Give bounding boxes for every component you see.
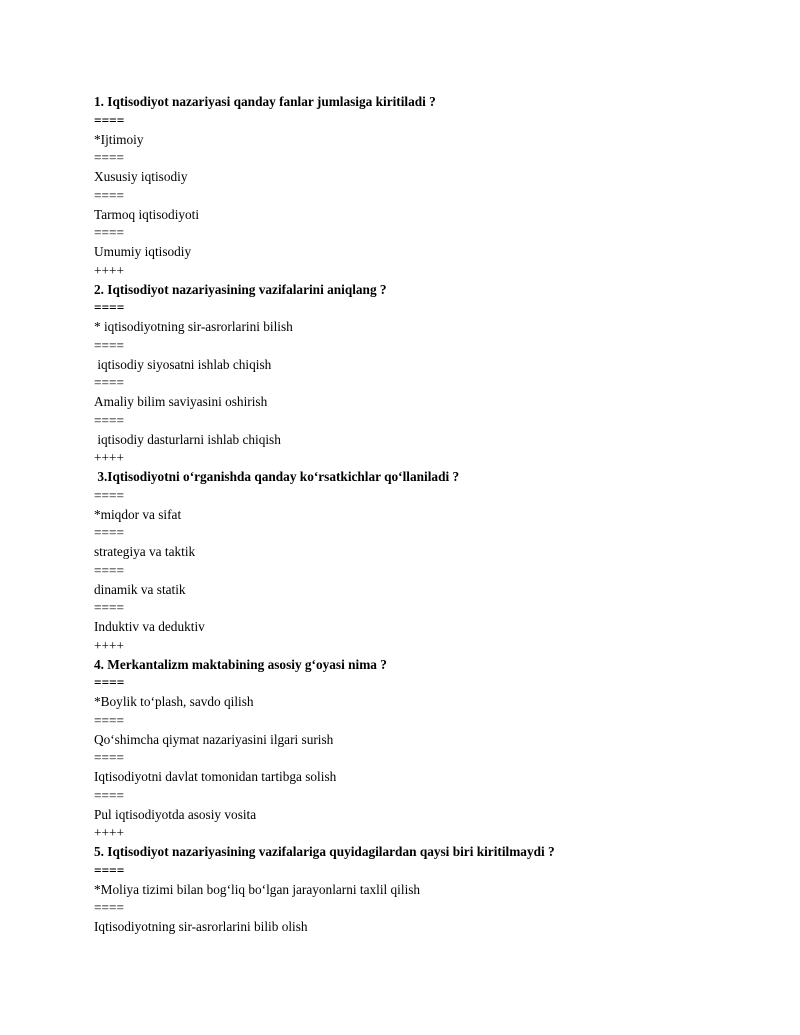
- separator: ====: [94, 787, 124, 803]
- separator: ====: [94, 187, 124, 203]
- question-2-title: 2. Iqtisodiyot nazariyasining vazifalarini aniqlang ?: [94, 281, 387, 297]
- answer-option: iqtisodiy dasturlarni ishlab chiqish: [94, 431, 281, 447]
- question-end-marker: ++++: [94, 825, 124, 841]
- separator: ====: [94, 150, 124, 166]
- separator: ====: [94, 900, 124, 916]
- question-1-title: 1. Iqtisodiyot nazariyasi qanday fanlar jumlasiga kiritiladi ?: [94, 94, 436, 109]
- answer-option: *Moliya tizimi bilan bog‘liq bo‘lgan jarayonlarni taxlil qilish: [94, 881, 421, 897]
- document-page: [94, 93, 734, 937]
- separator: ====: [94, 300, 125, 316]
- answer-option: Iqtisodiyotning sir-asrorlarini bilib olish: [94, 919, 308, 934]
- answer-option: strategiya va taktik: [94, 544, 196, 559]
- separator: ====: [94, 712, 124, 728]
- answer-option: Xususiy iqtisodiy: [94, 169, 188, 184]
- separator: ====: [94, 375, 124, 391]
- separator: ====: [94, 112, 125, 128]
- separator: ====: [94, 750, 124, 766]
- separator: ====: [94, 600, 124, 616]
- separator: ====: [94, 525, 124, 541]
- answer-option: Tarmoq iqtisodiyoti: [94, 206, 200, 222]
- separator: ====: [94, 862, 125, 878]
- answer-option: Pul iqtisodiyotda asosiy vosita: [94, 806, 257, 822]
- question-3-title: 3.Iqtisodiyotni o‘rganishda qanday ko‘rsatkichlar qo‘llaniladi ?: [94, 469, 460, 484]
- answer-option: Amaliy bilim saviyasini oshirish: [94, 394, 268, 409]
- answer-option: Umumiy iqtisodiy: [94, 244, 192, 259]
- answer-option: Induktiv va deduktiv: [94, 619, 205, 634]
- separator: ====: [94, 412, 124, 428]
- answer-option: *miqdor va sifat: [94, 506, 182, 522]
- answer-option: Qo‘shimcha qiymat nazariyasini ilgari surish: [94, 731, 334, 747]
- question-end-marker: ++++: [94, 262, 124, 278]
- separator: ====: [94, 487, 124, 503]
- separator: ====: [94, 562, 124, 578]
- answer-option: iqtisodiy siyosatni ishlab chiqish: [94, 356, 272, 372]
- answer-option: *Ijtimoiy: [94, 131, 144, 147]
- separator: ====: [94, 675, 125, 691]
- answer-option: *Boylik to‘plash, savdo qilish: [94, 694, 254, 709]
- question-end-marker: ++++: [94, 450, 124, 466]
- separator: ====: [94, 337, 124, 353]
- answer-option: dinamik va statik: [94, 581, 186, 597]
- answer-option: Iqtisodiyotni davlat tomonidan tartibga solish: [94, 769, 337, 784]
- question-5-title: 5. Iqtisodiyot nazariyasining vazifalariga quyidagilardan qaysi biri kiritilmaydi ?: [94, 844, 555, 859]
- separator: ====: [94, 225, 124, 241]
- question-4-title: 4. Merkantalizm maktabining asosiy g‘oyasi nima ?: [94, 656, 387, 672]
- question-end-marker: ++++: [94, 637, 124, 653]
- answer-option: * iqtisodiyotning sir-asrorlarini bilish: [94, 319, 293, 334]
